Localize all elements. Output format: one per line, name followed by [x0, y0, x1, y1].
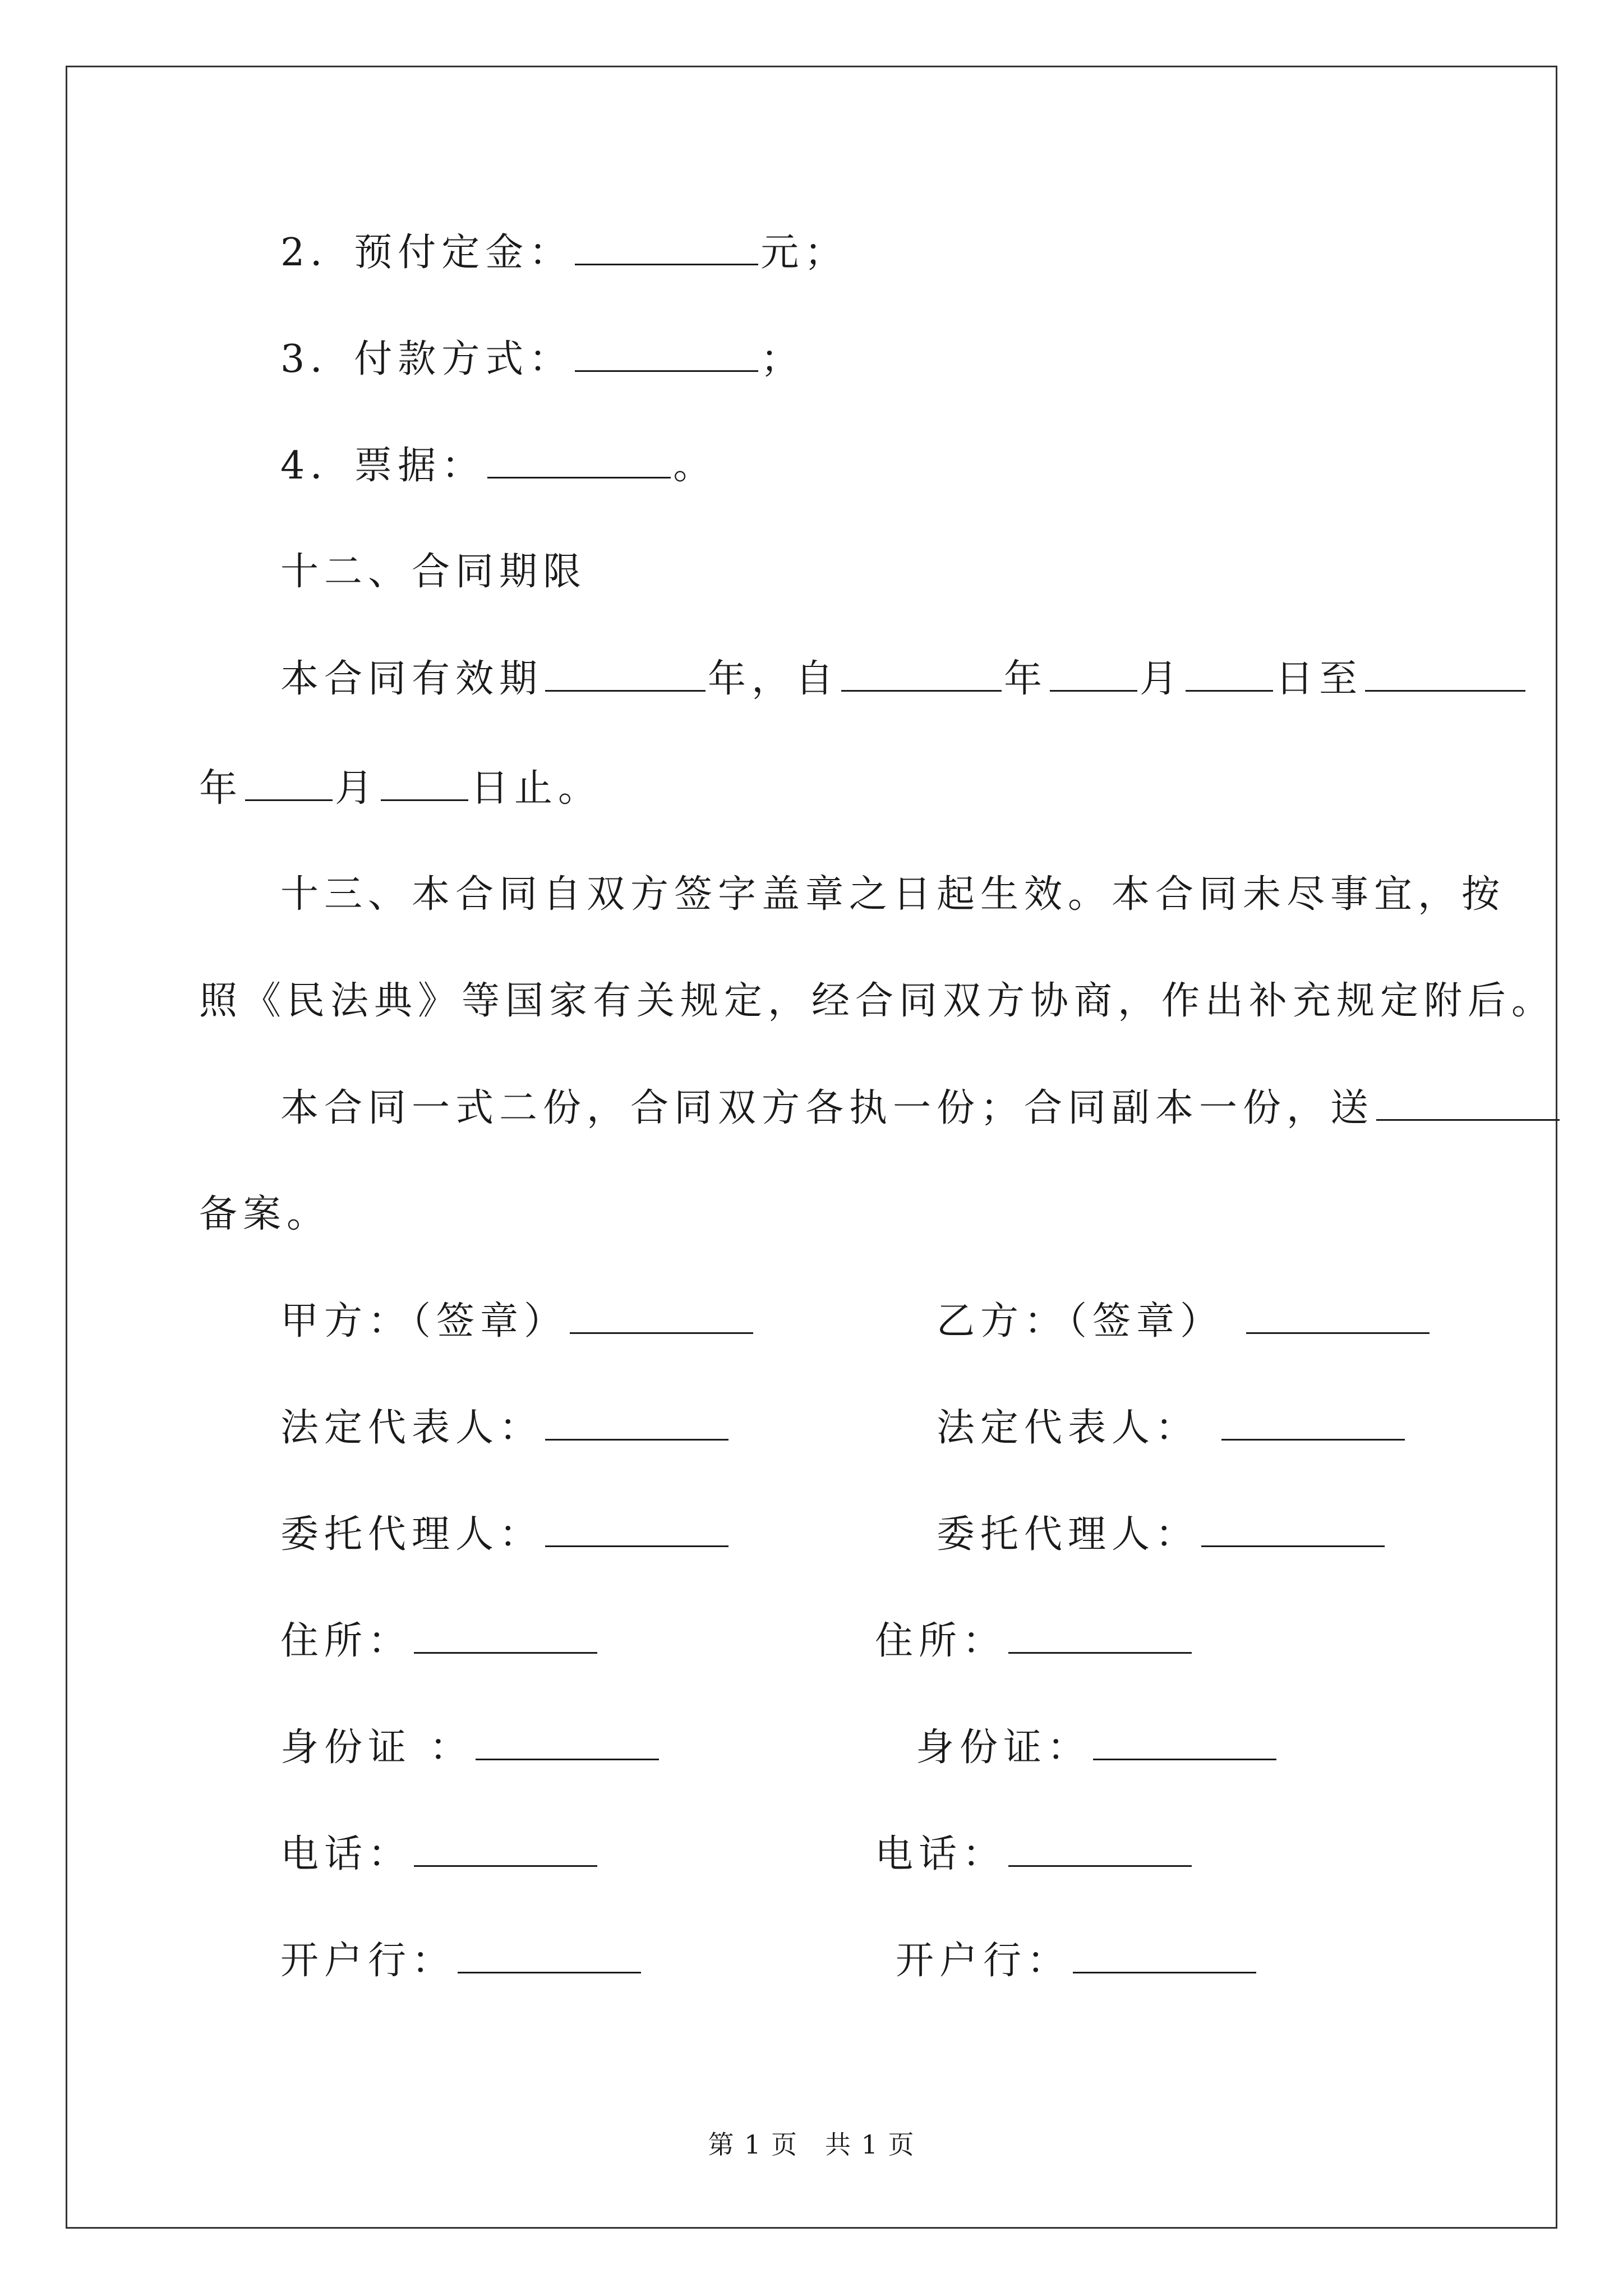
party-a-phone — [280, 1832, 600, 1877]
party-b-legal-rep-label: 法定代表人： — [937, 1406, 1200, 1450]
receipt-label: 4．票据： — [280, 444, 486, 488]
copies-text: 本合同一式二份，合同双方各执一份；合同副本一份，送 — [280, 1086, 1375, 1130]
term-line-1 — [280, 656, 1528, 702]
party-a-phone-label: 电话： — [280, 1832, 412, 1876]
party-a-legal-rep-label: 法定代表人： — [280, 1406, 543, 1450]
term-text-6: 年 — [199, 766, 243, 811]
section-13-line-1: 十三、本合同自双方签字盖章之日起生效。本合同未尽事宜，按 — [280, 872, 1506, 917]
term-text-2: 年，自 — [708, 657, 840, 701]
party-b-sign — [937, 1299, 1432, 1344]
party-a-address — [280, 1618, 600, 1664]
party-a-legal-rep-blank — [545, 1405, 728, 1441]
party-a-bank — [280, 1938, 643, 1984]
section-12-heading: 十二、合同期限 — [280, 550, 587, 594]
party-a-agent-blank — [545, 1512, 728, 1547]
party-a-agent-label: 委托代理人： — [280, 1512, 543, 1557]
start-month-blank — [1050, 656, 1137, 692]
party-b-address-label: 住所： — [875, 1619, 1007, 1663]
payment-method-suffix: ； — [760, 337, 805, 381]
term-years-blank — [545, 656, 706, 692]
party-b-id-card-blank — [1093, 1725, 1276, 1760]
party-b-agent-blank — [1201, 1512, 1385, 1547]
deposit-suffix: 元； — [760, 231, 849, 275]
party-b-phone-label: 电话： — [875, 1832, 1007, 1876]
party-a-sign-label: 甲方：（签章） — [280, 1299, 568, 1343]
payment-method-line — [280, 337, 804, 382]
payment-method-blank — [575, 337, 758, 372]
party-a-agent — [280, 1512, 731, 1557]
section-13-line-2: 照《民法典》等国家有关规定，经合同双方协商，作出补充规定附后。 — [199, 979, 1556, 1023]
party-b-phone — [875, 1832, 1194, 1877]
end-month-blank — [245, 766, 333, 801]
party-b-sign-label: 乙方：（签章） — [937, 1299, 1224, 1343]
term-text-4: 月 — [1140, 657, 1184, 701]
term-text-1: 本合同有效期 — [280, 657, 543, 701]
party-b-legal-rep — [937, 1405, 1407, 1451]
party-b-sign-blank — [1246, 1299, 1430, 1334]
receipt-blank — [487, 443, 671, 478]
copies-end: 备案。 — [199, 1192, 331, 1236]
term-text-7: 月 — [335, 766, 379, 811]
page-border — [66, 66, 1557, 2229]
start-year-blank — [841, 656, 1002, 692]
party-a-id-card-blank — [476, 1725, 659, 1760]
party-a-legal-rep — [280, 1405, 731, 1451]
end-year-blank — [1365, 656, 1525, 692]
payment-method-label: 3．付款方式： — [280, 337, 573, 381]
end-day-blank — [381, 766, 468, 801]
party-a-id-card-label: 身份证 ： — [280, 1726, 473, 1770]
term-text-3: 年 — [1004, 657, 1048, 701]
start-day-blank — [1186, 656, 1273, 692]
party-b-address-blank — [1008, 1618, 1192, 1654]
party-b-legal-rep-blank — [1221, 1405, 1405, 1441]
receipt-suffix: 。 — [673, 444, 717, 488]
copies-line — [280, 1085, 1562, 1131]
deposit-line — [280, 230, 848, 275]
party-a-address-blank — [414, 1618, 597, 1654]
party-b-agent-label: 委托代理人： — [937, 1512, 1200, 1557]
party-a-sign — [280, 1299, 755, 1344]
party-b-bank-blank — [1073, 1938, 1256, 1973]
party-a-bank-label: 开户行： — [280, 1939, 456, 1983]
party-a-sign-blank — [570, 1299, 753, 1334]
deposit-blank — [575, 230, 758, 265]
term-text-8: 日止。 — [471, 766, 602, 811]
party-b-bank — [896, 1938, 1258, 1984]
party-a-bank-blank — [458, 1938, 641, 1973]
party-a-address-label: 住所： — [280, 1619, 412, 1663]
deposit-label: 2．预付定金： — [280, 231, 573, 275]
term-line-2 — [199, 766, 602, 811]
receipt-line — [280, 443, 717, 489]
filing-agency-blank — [1376, 1085, 1560, 1121]
party-b-id-card-label: 身份证： — [916, 1726, 1091, 1770]
party-b-address — [875, 1618, 1194, 1664]
term-text-5: 日至 — [1275, 657, 1363, 701]
party-b-agent — [937, 1512, 1387, 1557]
party-a-phone-blank — [414, 1832, 597, 1867]
party-b-phone-blank — [1008, 1832, 1192, 1867]
party-a-id-card — [280, 1725, 661, 1770]
party-b-bank-label: 开户行： — [896, 1939, 1071, 1983]
page-number-footer: 第 1 页 共 1 页 — [708, 2129, 915, 2160]
party-b-id-card — [916, 1725, 1279, 1770]
